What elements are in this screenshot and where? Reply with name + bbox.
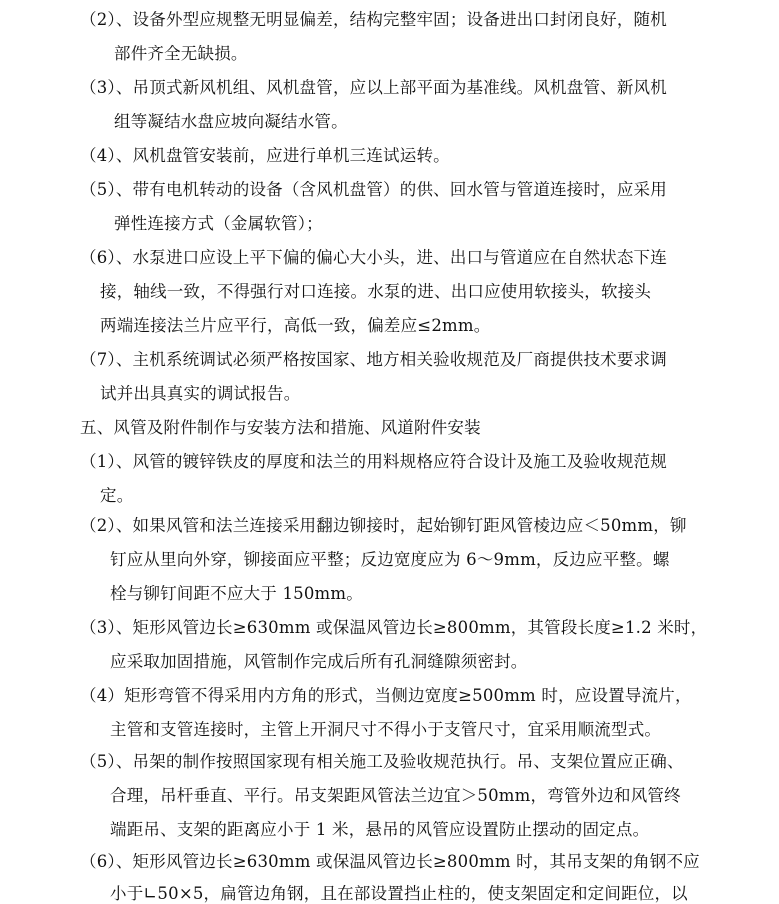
text-run: 端距吊、支架的距离应小于 1 米，悬吊的风管应设置防止摆动的固定点。 [110, 820, 650, 839]
text-run: 部件齐全无缺损。 [114, 44, 248, 63]
text-run: 五、风管及附件制作与安装方法和措施、风道附件安装 [80, 418, 481, 437]
text-run: （4）矩形弯管不得采用内方角的形式，当侧边宽度≥500mm 时，应设置导流片， [80, 686, 692, 705]
text-run: 两端连接法兰片应平行，高低一致，偏差应≤2mm。 [100, 316, 491, 335]
text-run: 合理，吊杆垂直、平行。吊支架距风管法兰边宜＞50mm，弯管外边和风管终 [110, 786, 681, 805]
text-line [110, 584, 363, 604]
text-line [100, 282, 651, 302]
text-run: 试并出具真实的调试报告。 [100, 384, 301, 403]
text-run: （5）、吊架的制作按照国家现有相关施工及验收规范执行。吊、支架位置应正确、 [80, 752, 684, 771]
text-line [80, 248, 667, 268]
text-run: （1）、风管的镀锌铁皮的厚度和法兰的用料规格应符合设计及施工及验收规范规 [80, 452, 667, 471]
text-line [80, 852, 700, 872]
text-line [80, 350, 667, 370]
text-line [80, 516, 687, 536]
text-run: （6）、矩形风管边长≥630mm 或保温风管边长≥800mm 时，其吊支架的角钢不应 [80, 852, 700, 871]
text-line [110, 550, 670, 570]
text-line [80, 78, 667, 98]
text-line [80, 686, 692, 706]
text-run: 小于∟50×5，扁管边角钢，且在部设置挡止柱的，使支架固定和定间距位，以 [110, 884, 688, 903]
text-line [80, 180, 667, 200]
text-run: （5）、带有电机转动的设备（含风机盘管）的供、回水管与管道连接时，应采用 [80, 180, 667, 199]
text-run: 接，轴线一致，不得强行对口连接。水泵的进、出口应使用软接头，软接头 [100, 282, 652, 301]
text-line [80, 452, 667, 472]
text-line [100, 486, 133, 506]
text-run: （6）、水泵进口应设上平下偏的偏心大小头，进、出口与管道应在自然状态下连 [80, 248, 667, 267]
text-run: （4）、风机盘管安装前，应进行单机三连试运转。 [80, 146, 450, 165]
text-run: 弹性连接方式（金属软管）； [114, 214, 323, 233]
text-run: （7）、主机系统调试必须严格按国家、地方相关验收规范及厂商提供技术要求调 [80, 350, 667, 369]
text-line [114, 214, 323, 234]
text-line [110, 652, 528, 672]
text-line [114, 112, 348, 132]
text-line [110, 884, 688, 904]
text-line [110, 720, 661, 740]
text-line [110, 820, 649, 840]
text-run: 定。 [100, 486, 134, 505]
text-line [80, 10, 667, 30]
text-run: （2）、设备外型应规整无明显偏差，结构完整牢固；设备进出口封闭良好，随机 [80, 10, 667, 29]
text-run: （2）、如果风管和法兰连接采用翻边铆接时，起始铆钉距风管棱边应＜50mm，铆 [80, 516, 687, 535]
text-run: （3）、吊顶式新风机组、风机盘管，应以上部平面为基准线。风机盘管、新风机 [80, 78, 667, 97]
text-line [80, 752, 684, 772]
text-line [100, 316, 490, 336]
section-heading [80, 418, 481, 438]
text-line [80, 146, 450, 166]
text-run: 应采取加固措施，风管制作完成后所有孔洞缝隙须密封。 [110, 652, 528, 671]
text-line [100, 384, 300, 404]
text-line [80, 618, 707, 638]
text-run: 钉应从里向外穿，铆接面应平整；反边宽度应为 6～9mm，反边应平整。螺 [110, 550, 670, 569]
text-run: （3）、矩形风管边长≥630mm 或保温风管边长≥800mm，其管段长度≥1.2 米时， [80, 618, 708, 637]
text-run: 组等凝结水盘应坡向凝结水管。 [114, 112, 348, 131]
text-run: 栓与铆钉间距不应大于 150mm。 [110, 584, 363, 603]
text-run: 主管和支管连接时，主管上开洞尺寸不得小于支管尺寸，宜采用顺流型式。 [110, 720, 662, 739]
text-line [110, 786, 681, 806]
text-line [114, 44, 248, 64]
